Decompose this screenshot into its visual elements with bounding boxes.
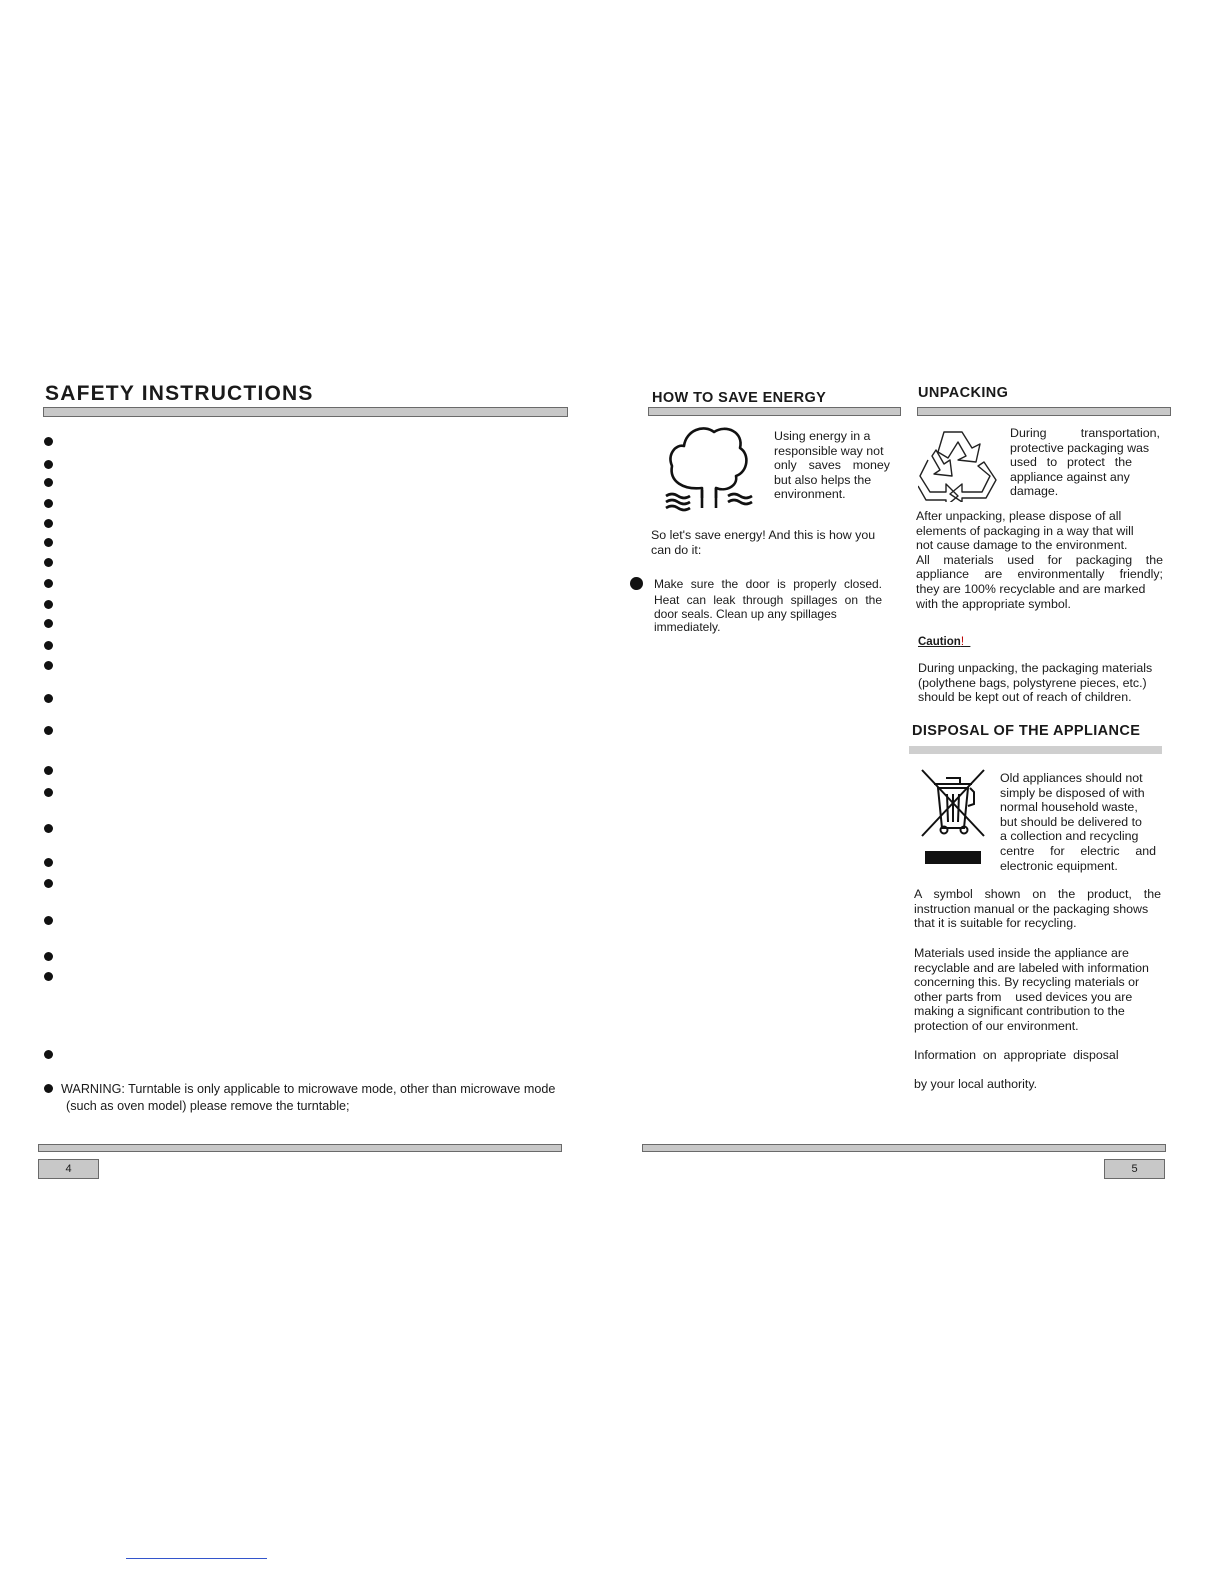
bullet (44, 641, 53, 650)
text-line: Using energy in a (774, 429, 871, 443)
energy-call (651, 528, 875, 557)
text-line: should be kept out of reach of children. (918, 690, 1132, 705)
bullet (44, 788, 53, 797)
page-number-left: 4 (38, 1159, 99, 1179)
title-underline-bar (43, 407, 568, 417)
bullet (44, 519, 53, 528)
bullet (44, 558, 53, 567)
bullet (44, 437, 53, 446)
text-line: centre for electric and (1000, 843, 1156, 858)
tree-water-icon (664, 420, 756, 512)
text-line: making a significant contribution to the (914, 1004, 1125, 1019)
text-line: door seals. Clean up any spillages (654, 606, 837, 621)
bullet (44, 972, 53, 981)
text-line: normal household waste, (1000, 800, 1138, 815)
text-line: a collection and recycling (1000, 829, 1139, 844)
bullet (44, 824, 53, 833)
bullet (44, 1050, 53, 1059)
text-line: Heat can leak through spillages on the (654, 593, 882, 608)
text-line: Old appliances should not (1000, 771, 1143, 785)
disposal-intro (1000, 771, 1156, 873)
bullet (44, 538, 53, 547)
text-line: (polythene bags, polystyrene pieces, etc.) (918, 675, 1147, 690)
text-line: Make sure the door is properly closed. (654, 577, 882, 591)
crossed-bin-icon (918, 766, 988, 866)
text-line: simply be disposed of with (1000, 785, 1145, 800)
disposal-heading: DISPOSAL OF THE APPLIANCE (912, 723, 1141, 739)
bullet (44, 858, 53, 867)
text-line: protection of our environment. (914, 1018, 1079, 1033)
text-line: concerning this. By recycling materials or (914, 975, 1140, 990)
unpacking-body (916, 509, 1163, 611)
text-line: appliance are environmentally friendly; (916, 567, 1163, 582)
bullet (44, 499, 53, 508)
bullet (44, 478, 53, 487)
tip-bullet (630, 577, 643, 590)
text-line: All materials used for packaging the (916, 552, 1163, 567)
text-line: but should be delivered to (1000, 814, 1142, 829)
bullet (44, 579, 53, 588)
bullet (44, 916, 53, 925)
text-line: elements of packaging in a way that will (916, 523, 1134, 538)
page-number-right: 5 (1104, 1159, 1165, 1179)
text-line: instruction manual or the packaging shows (914, 901, 1149, 916)
energy-heading: HOW TO SAVE ENERGY (652, 390, 827, 406)
energy-intro (774, 429, 890, 502)
text-line: that it is suitable for recycling. (914, 916, 1077, 931)
text-line: Materials used inside the appliance are (914, 946, 1129, 960)
bullet (44, 952, 53, 961)
caution-label (918, 636, 970, 648)
text-line: recyclable and are labeled with information (914, 960, 1149, 975)
text-line: During unpacking, the packaging materials (918, 661, 1153, 675)
disposal-materials-text (914, 946, 1164, 1034)
text-line: they are 100% recyclable and are marked (916, 581, 1146, 596)
text-line: only saves money (774, 458, 890, 473)
disposal-heading-bar (909, 746, 1162, 754)
text-line: responsible way not (774, 443, 884, 458)
link-underline (126, 1558, 267, 1559)
unpacking-intro (1010, 426, 1160, 499)
text-line: but also helps the (774, 472, 872, 487)
bullet (44, 460, 53, 469)
text-line: protective packaging was (1010, 440, 1150, 455)
text-line: with the appropriate symbol. (916, 596, 1071, 611)
text-line: not cause damage to the environment. (916, 538, 1128, 553)
text-line: A symbol shown on the product, the (914, 887, 1161, 901)
bullet (44, 600, 53, 609)
text-line: can do it: (651, 542, 702, 557)
energy-heading-bar (648, 407, 901, 416)
caution-text-block (918, 661, 1152, 705)
energy-tip (654, 577, 882, 635)
footer-bar-left (38, 1144, 562, 1152)
text-line: immediately. (654, 620, 721, 635)
page-title: SAFETY INSTRUCTIONS (45, 382, 314, 405)
bullet (44, 879, 53, 888)
disposal-authority-line: by your local authority. (914, 1077, 1038, 1091)
footer-bar-right (642, 1144, 1166, 1152)
text-line: other parts from used devices you are (914, 989, 1133, 1004)
disposal-symbol-text (914, 887, 1161, 931)
text-line: damage. (1010, 484, 1059, 499)
warning-text-line2: (such as oven model) please remove the turntable; (66, 1099, 350, 1113)
unpacking-heading-bar (917, 407, 1171, 416)
text-line: After unpacking, please dispose of all (916, 509, 1122, 523)
bullet (44, 694, 53, 703)
disposal-info-line: Information on appropriate disposal (914, 1048, 1119, 1062)
bullet (44, 661, 53, 670)
text-line: So let's save energy! And this is how you (651, 528, 876, 542)
warning-text-line1: WARNING: Turntable is only applicable to microwave mode, other than microwave mode (61, 1082, 556, 1096)
unpacking-heading: UNPACKING (918, 385, 1009, 401)
caution-text: Caution (918, 636, 961, 648)
bullet (44, 1084, 53, 1093)
bullet (44, 766, 53, 775)
bullet (44, 726, 53, 735)
text-line: electronic equipment. (1000, 858, 1118, 873)
caution-mark: ! (960, 636, 965, 648)
text-line: environment. (774, 487, 846, 502)
recycle-icon (918, 426, 998, 502)
text-line: used to protect the (1010, 455, 1132, 470)
text-line: During transportation, (1010, 426, 1160, 440)
text-line: appliance against any (1010, 469, 1130, 484)
bullet (44, 619, 53, 628)
